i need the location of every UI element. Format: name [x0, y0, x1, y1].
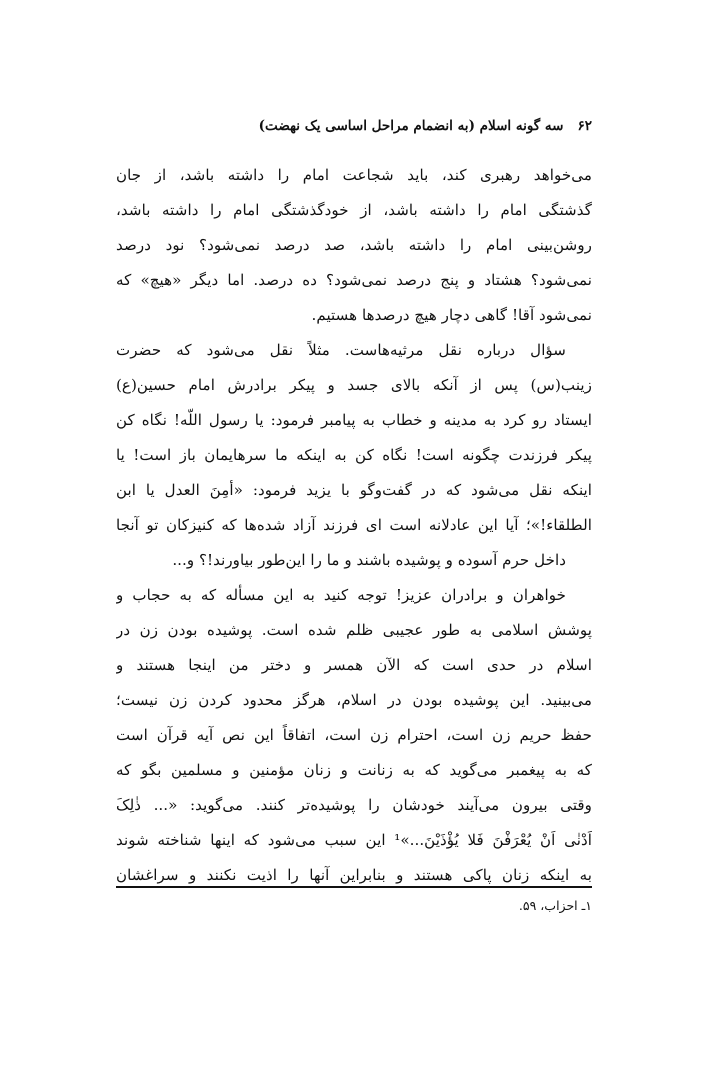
text-line: حفظ حریم زن است، احترام زن است، اتفاقاً این نص آیه قرآن است — [116, 726, 592, 744]
text-line: خواهران و برادران عزیز! توجه کنید به این مسأله که به حجاب و — [116, 586, 566, 604]
text-line: نمی‌شود آقا! گاهی دچار هیچ درصدها هستیم. — [311, 306, 592, 324]
page-number: ۶۲ — [577, 118, 592, 134]
text-line: داخل حرم آسوده و پوشیده باشند و ما را این‌طور بیاورند!؟ و... — [172, 551, 566, 569]
running-title: سه گونه اسلام (به انضمام مراحل اساسی یک نهضت) — [258, 118, 564, 134]
text-line: نمی‌شود؟ هشتاد و پنج درصد نمی‌شود؟ ده درصد. اما دیگر «هیچ» که — [116, 271, 592, 289]
text-line: می‌بینید. این پوشیده بودن در اسلام، هرگز محدود کردن زن نیست؛ — [116, 691, 592, 709]
text-line: اَدْنٰی اَنْ یُعْرَفْنَ فَلا یُؤْذَیْنَ...»¹ این سبب می‌شود که اینها شناخته شوند — [116, 831, 592, 849]
text-line: می‌خواهد رهبری کند، باید شجاعت امام را داشته باشد، از جان — [116, 166, 592, 184]
text-line: ایستاد رو کرد به مدینه و خطاب به پیامبر فرمود: یا رسول اللّه! نگاه کن — [116, 411, 592, 429]
text-line: به اینکه زنان پاکی هستند و بنابراین آنها را اذیت نکنند و سراغشان — [116, 866, 592, 884]
text-line: اینکه نقل می‌شود که در گفت‌وگو با یزید فرمود: «أمِنَ العدل یا ابن — [116, 481, 592, 499]
text-line: سؤال درباره نقل مرثیه‌هاست. مثلاً نقل می‌شود که حضرت — [116, 341, 566, 359]
footnote: ۱ـ احزاب، ۵۹. — [518, 898, 592, 913]
text-line: که به پیغمبر می‌گوید که به زنانت و زنان مؤمنین و مسلمین بگو که — [116, 761, 592, 779]
text-line: پیکر فرزندت چگونه است! نگاه کن به اینکه ما سرهایمان باز است! یا — [116, 446, 592, 464]
text-line: پوشش اسلامی به طور عجیبی ظلم شده است. پوشیده بودن زن در — [116, 621, 592, 639]
body-text — [116, 158, 592, 893]
text-line: روشن‌بینی امام را داشته باشد، صد درصد نمی‌شود؟ نود درصد — [116, 236, 592, 254]
page-header — [116, 118, 592, 144]
text-line: الطلقاء!»؛ آیا این عادلانه است ای فرزند آزاد شده‌ها که کنیزکان تو آنجا — [116, 516, 592, 534]
text-line: زینب(س) پس از آنکه بالای جسد و پیکر برادرش امام حسین(ع) — [116, 376, 592, 394]
footnote-divider — [116, 886, 592, 888]
text-line: گذشتگی امام را داشته باشد، از خودگذشتگی امام را داشته باشد، — [116, 201, 592, 219]
text-line: اسلام در حدی است که الآن همسر و دختر من اینجا هستند و — [116, 656, 592, 674]
text-line: وقتی بیرون می‌آیند خودشان را پوشیده‌تر کنند. می‌گوید: «... ذٰلِکَ — [116, 796, 592, 814]
